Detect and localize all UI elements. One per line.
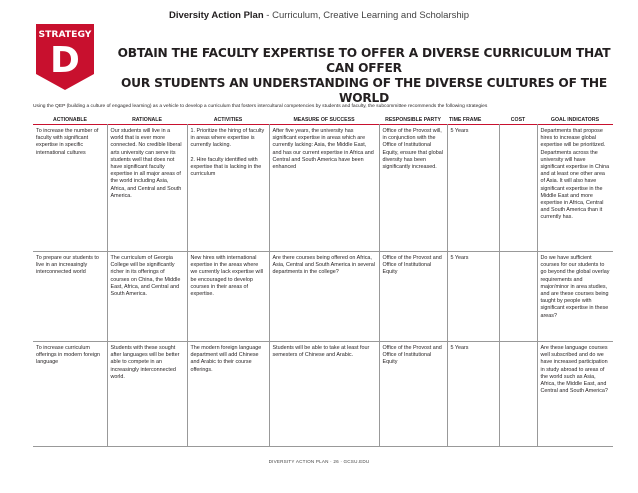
cell-rationale: Our students will live in a world that is ever more connected. No credible liberal arts university can serve its students well that does not have significant faculty expertise in all major areas of the world including Asia, Africa, and Central and South America. [107,125,187,252]
column-header-cost: COST [510,117,526,123]
header-title-bold: Diversity Action Plan [168,10,264,21]
column-header-actionable: ACTIONABLE [52,117,87,123]
activity-item: 2. Hire faculty identified with expertise that is lacking in the curriculum [190,156,262,178]
cell-time-frame: 5 Years [447,252,499,342]
column-header-measure: MEASURE OF SUCCESS [293,117,355,123]
cell-activities: New hires with international expertise in the areas where we currently lack expertise will be encouraged to develop courses in their areas of expertise. [187,252,269,342]
cell-cost [499,125,537,252]
column-header-rationale: RATIONALE [132,117,162,123]
cell-responsible-party: Office of the Provost and Office of Institutional Equity [379,342,447,447]
column-header-responsible-party: RESPONSIBLE PARTY [385,117,441,123]
cell-time-frame: 5 Years [447,342,499,447]
cell-measure: Students will be able to take at least four semesters of Chinese and Arabic. [269,342,379,447]
cell-activities [187,125,269,252]
document-header [0,10,638,21]
cell-goal-indicators: Departments that propose hires to increase global expertise will be prioritized. Departments across the university will have significant expertise in China and at least one other area of Asia. It will also have significant expertise in the Middle East and more expertise in Africa, Central and South America than it currently has. [537,125,613,252]
header-subtitle: - Curriculum, Creative Learning and Scholarship [263,10,470,21]
page-footer: DIVERSITY ACTION PLAN · 26 · GCSU.EDU [268,459,370,464]
intro-text: Using the QEP (building a culture of engaged learning) as a vehicle to develop a curriculum that fosters intercultural competencies by students and faculty, the subcommittee recommends the following strategies [33,104,488,109]
cell-rationale: Students with these sought after languages will be better able to compete in an increasingly interconnected world. [107,342,187,447]
cell-responsible-party: Office of the Provost will, in conjunction with the Office of Institutional Equity, ensure that global diversity has been significantly increased. [379,125,447,252]
table-row [33,342,613,447]
cell-responsible-party: Office of the Provost and Office of Institutional Equity [379,252,447,342]
page-title [104,46,624,106]
table-row [33,252,613,342]
page-title-line1: OBTAIN THE FACULTY EXPERTISE TO OFFER A DIVERSE CURRICULUM THAT CAN OFFER [117,46,611,75]
cell-rationale: The curriculum of Georgia College will be significantly richer in its offerings of courses on China, the Middle East, Africa, and Central and South America. [107,252,187,342]
activity-item: 1. Prioritize the hiring of faculty in areas where expertise is currently lacking. [190,128,265,149]
page-title-line2: OUR STUDENTS AN UNDERSTANDING OF THE DIVERSE CULTURES OF THE WORLD [121,76,607,105]
strategy-badge-letter: D [50,40,80,81]
column-header-goal-indicators: GOAL INDICATORS [550,117,600,123]
cell-actionable: To increase the number of faculty with significant expertise in specific international cultures [36,128,99,156]
column-header-activities: ACTIVITIES [213,117,243,123]
cell-actionable: To prepare our students to live in an increasingly interconnected world [36,255,99,276]
strategy-badge-word: STRATEGY [38,29,92,40]
table-row [33,125,613,252]
column-header-time-frame: TIME FRAME [449,117,482,123]
strategy-badge [36,24,94,90]
strategy-table [33,117,613,447]
cell-measure: After five years, the university has significant expertise in areas which are currently lacking: Asia, the Middle East, and has our current expertise in Africa and Central and South America have been enhanced [269,125,379,252]
cell-activities: The modern foreign language department will add Chinese and Arabic to their course offerings. [187,342,269,447]
table-header-row [33,117,613,125]
cell-goal-indicators: Are these language courses well subscribed and do we have increased participation in study abroad to areas of the world such as Asia, Africa, the Middle East, and Central and South America? [537,342,613,447]
cell-goal-indicators: Do we have sufficient courses for our students to go beyond the global overlay requirements and major/minor in area studies, and are these courses being taught by people with significant expertise in these areas? [537,252,613,342]
cell-actionable: To increase curriculum offerings in modern foreign language [36,345,101,366]
cell-cost [499,342,537,447]
cell-measure: Are there courses being offered on Africa, Asia, Central and South America in several departments in the college? [269,252,379,342]
cell-time-frame: 5 Years [447,125,499,252]
cell-cost [499,252,537,342]
